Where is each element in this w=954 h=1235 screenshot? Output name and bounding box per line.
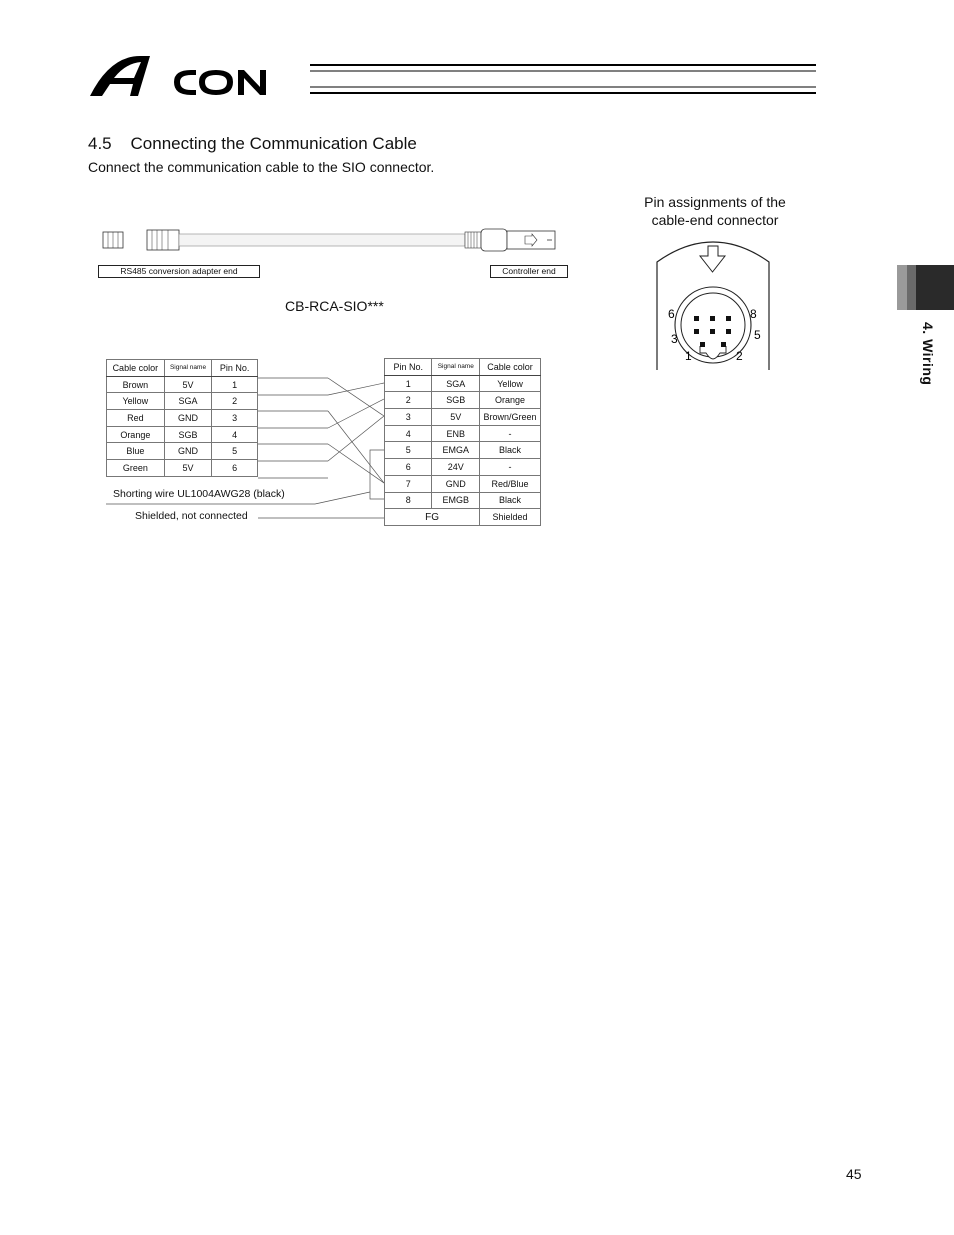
table-row: Orange SGB 4	[107, 426, 258, 443]
table-row: 3 5V Brown/Green	[385, 409, 541, 426]
table-header-row: Pin No. Signal name Cable color	[385, 359, 541, 376]
controller-side-pin-table	[384, 358, 541, 526]
table-row: Green 5V 6	[107, 460, 258, 477]
table-row: 5 EMGA Black	[385, 442, 541, 459]
intro-text: Connect the communication cable to the SIO connector.	[88, 159, 435, 175]
pin-label: 8	[750, 307, 757, 321]
pin-label: 6	[668, 307, 675, 321]
table-row: Brown 5V 1	[107, 376, 258, 393]
pin-label: 1	[685, 349, 692, 363]
chapter-tab-label: 4. Wiring	[920, 322, 936, 386]
acon-logo	[88, 50, 313, 100]
shorting-wire-note: Shorting wire UL1004AWG28 (black)	[113, 488, 285, 500]
cable-illustration	[95, 222, 565, 262]
pin-label: 3	[671, 332, 678, 346]
fg-label: FG	[385, 509, 480, 526]
fg-color: Shielded	[480, 509, 541, 526]
wiring-diagram	[100, 354, 560, 534]
table-row: Blue GND 5	[107, 443, 258, 460]
adapter-side-pin-table	[106, 359, 258, 477]
header-rule	[310, 62, 818, 96]
table-row: Red GND 3	[107, 410, 258, 427]
cable-model-label: CB-RCA-SIO***	[285, 298, 384, 314]
table-row: 1 SGA Yellow	[385, 375, 541, 392]
connector-face-diagram	[650, 232, 776, 372]
controller-end-label: Controller end	[490, 265, 568, 278]
table-row: 7 GND Red/Blue	[385, 475, 541, 492]
page-number: 45	[846, 1166, 862, 1182]
pin-assignment-title: Pin assignments of the cable-end connector	[644, 194, 786, 228]
table-row: 6 24V -	[385, 459, 541, 476]
table-row: Yellow SGA 2	[107, 393, 258, 410]
chapter-tab-marker	[897, 265, 954, 310]
pin-label: 5	[754, 328, 761, 342]
shield-note: Shielded, not connected	[135, 510, 248, 522]
section-title: 4.5 Connecting the Communication Cable	[88, 134, 417, 153]
table-row: 8 EMGB Black	[385, 492, 541, 509]
table-header-row: Cable color Signal name Pin No.	[107, 360, 258, 377]
pin-label: 2	[736, 349, 743, 363]
table-row: 2 SGB Orange	[385, 392, 541, 409]
adapter-end-label: RS485 conversion adapter end	[98, 265, 260, 278]
table-row: 4 ENB -	[385, 425, 541, 442]
table-row	[385, 509, 541, 526]
